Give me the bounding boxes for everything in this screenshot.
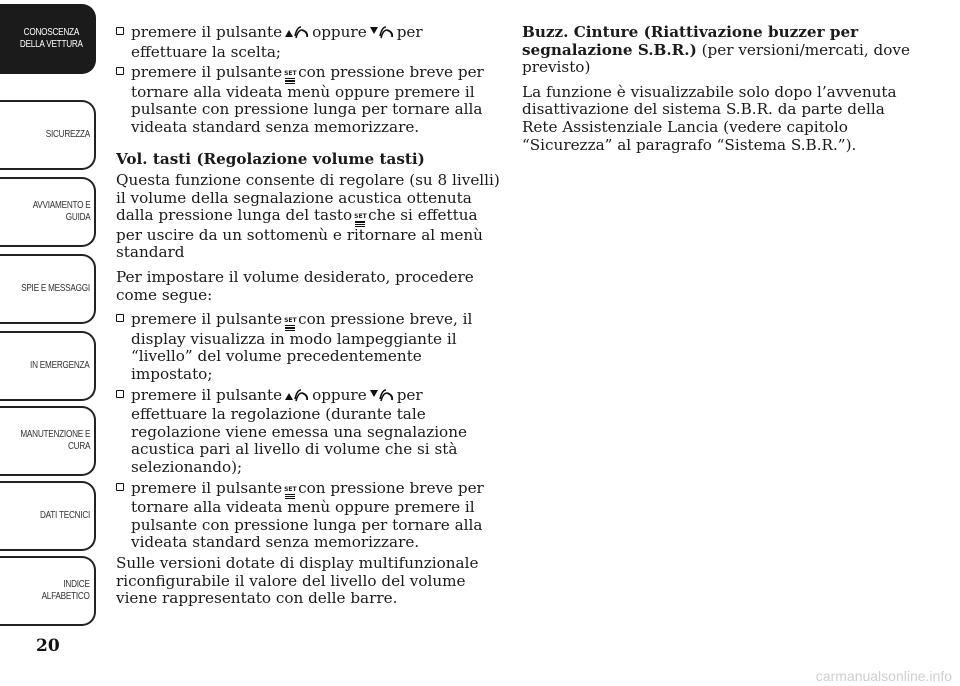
paragraph-procedure: Per impostare il volume desiderato, procedere come segue:	[116, 268, 474, 304]
paragraph-text: Questa funzione consente di regolare (su 8 livelli) il volume della segnalazione acustica ottenuta dalla pressione lunga del tasto	[116, 171, 500, 225]
tab-in-emergenza[interactable]	[0, 331, 96, 401]
bullet-adjust	[116, 387, 500, 477]
tab-conoscenza-della-vettura[interactable]	[0, 4, 96, 74]
tab-label: CONOSCENZA DELLA VETTURA	[20, 27, 84, 50]
tab-avviamento-e-guida[interactable]	[0, 177, 96, 247]
tab-label: SICUREZZA	[45, 129, 90, 140]
bullet-text: premere il pulsante	[131, 310, 283, 329]
set-button-icon: SET	[284, 318, 296, 331]
checkbox-bullet-icon	[116, 27, 124, 35]
bullet-text: premere il pulsante	[131, 23, 283, 41]
heading-bold-text: Buzz. Cinture (Riattivazione buzzer per segnalazione S.B.R.)	[522, 23, 859, 59]
page-number: 20	[36, 636, 60, 656]
paragraph-volume-intro	[116, 172, 500, 262]
bullet-text: per effettuare la regolazione (durante tale regolazione viene emessa una segnalazione acustica pari al livello di volume che si stà selezionando);	[131, 385, 467, 476]
bullet-text: oppure	[312, 385, 367, 404]
up-arrow-icon	[284, 387, 310, 407]
tab-label: AVVIAMENTO E GUIDA	[32, 200, 90, 223]
set-button-icon: SET	[354, 214, 366, 227]
bullet-text: con pressione breve per tornare alla videata menù oppure premere il pulsante con pressione lunga per tornare alla videata standard senza memorizzare.	[131, 478, 484, 552]
bullet-text: per effettuare la scelta;	[131, 23, 423, 61]
down-arrow-icon	[369, 387, 395, 407]
tab-manutenzione-e-cura[interactable]	[0, 406, 96, 476]
bullet-return-2	[116, 480, 500, 552]
paragraph-sbr: La funzione è visualizzabile solo dopo l’avvenuta disattivazione del sistema S.B.R. da parte della Rete Assistenziale Lancia (vedere capitolo “Sicurezza” al paragrafo “Sistema S.B.R.”).	[522, 82, 897, 154]
chapter-sidebar	[0, 0, 100, 640]
bullet-text: con pressione breve per tornare alla videata menù oppure premere il pulsante con pressione lunga per tornare alla videata standard senza memorizzare.	[131, 63, 484, 136]
tab-indice-alfabetico[interactable]	[0, 556, 96, 626]
paragraph-text: che si effettua per uscire da un sottomenù e ritornare al menù standard	[116, 206, 483, 262]
tab-label: IN EMERGENZA	[30, 360, 90, 371]
section-heading-buzz-cinture	[522, 24, 912, 77]
tab-label: SPIE E MESSAGGI	[21, 283, 90, 294]
checkbox-bullet-icon	[116, 483, 124, 491]
bullet-return	[116, 64, 500, 136]
bullet-text: premere il pulsante	[131, 63, 283, 82]
up-arrow-icon	[284, 24, 310, 44]
section-heading-vol-tasti: Vol. tasti (Regolazione volume tasti)	[116, 149, 425, 168]
bullet-show-level	[116, 311, 500, 383]
set-button-icon: SET	[284, 487, 296, 500]
bullet-text: oppure	[312, 23, 367, 41]
bullet-text: premere il pulsante	[131, 385, 283, 404]
checkbox-bullet-icon	[116, 314, 124, 322]
set-button-icon: SET	[284, 71, 296, 84]
tab-label: INDICE ALFABETICO	[41, 579, 90, 602]
right-column	[522, 24, 912, 161]
tab-sicurezza[interactable]	[0, 100, 96, 170]
bullet-text: con pressione breve, il display visualizza in modo lampeggiante il “livello” del volume precedentemente impostato;	[131, 310, 473, 383]
tab-spie-e-messaggi[interactable]	[0, 254, 96, 324]
bullet-text: premere il pulsante	[131, 478, 283, 497]
tab-dati-tecnici[interactable]	[0, 481, 96, 551]
checkbox-bullet-icon	[116, 390, 124, 398]
tab-label: MANUTENZIONE E CURA	[20, 429, 90, 452]
bullet-select	[116, 24, 500, 61]
paragraph-bars: Sulle versioni dotate di display multifunzionale riconfigurabile il valore del livello del volume viene rappresentato con delle barre.	[116, 553, 479, 608]
checkbox-bullet-icon	[116, 67, 124, 75]
footer-watermark: carmanualsonline.info	[815, 668, 952, 684]
heading-note-text: (per versioni/mercati, dove previsto)	[522, 40, 910, 77]
left-column	[116, 24, 500, 615]
tab-label: DATI TECNICI	[39, 510, 90, 521]
down-arrow-icon	[369, 24, 395, 44]
